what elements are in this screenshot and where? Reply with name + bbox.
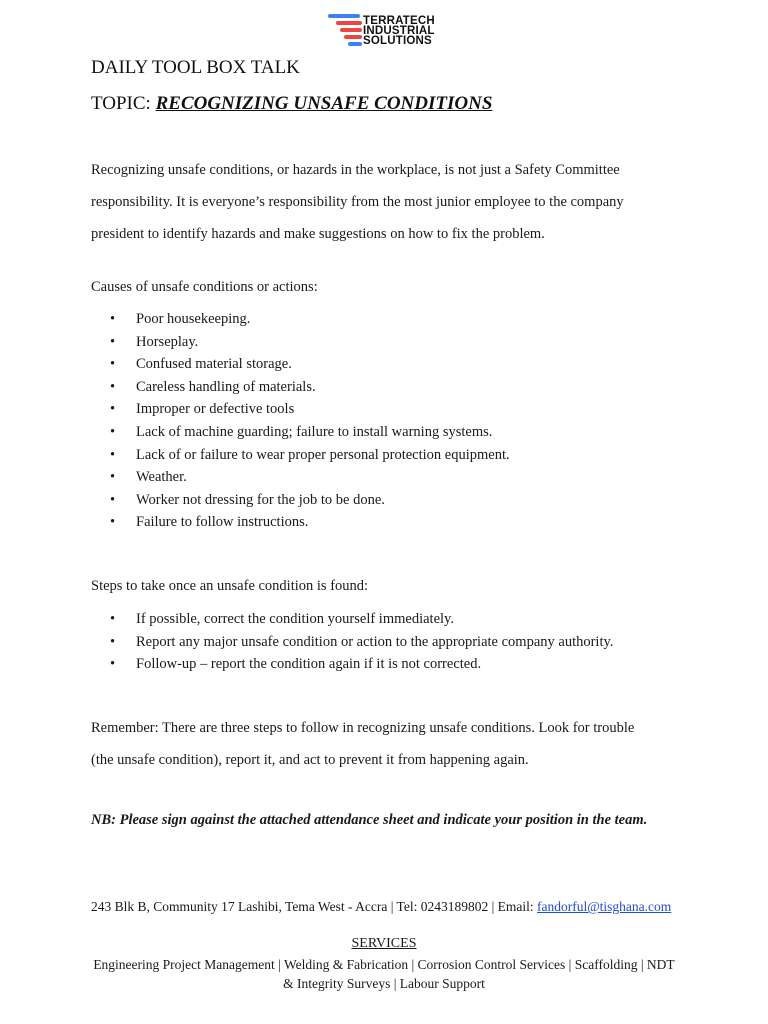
list-item-text: Worker not dressing for the job to be done. bbox=[136, 491, 385, 508]
list-item bbox=[110, 653, 613, 676]
services-title: SERVICES bbox=[351, 936, 417, 951]
paragraph-line: responsibility. It is everyone’s responsibility from the most junior employee to the company bbox=[91, 194, 624, 210]
topic-heading bbox=[91, 93, 492, 115]
steps-heading bbox=[91, 570, 651, 602]
bullet-icon: • bbox=[110, 633, 116, 650]
list-item bbox=[110, 398, 510, 421]
causes-list bbox=[110, 308, 510, 534]
email-link[interactable]: fandorful@tisghana.com bbox=[537, 899, 672, 914]
topic-title: RECOGNIZING UNSAFE CONDITIONS bbox=[155, 93, 493, 114]
paragraph-line: Remember: There are three steps to follow in recognizing unsafe conditions. Look for trouble bbox=[91, 720, 635, 736]
address-text: 243 Blk B, Community 17 Lashibi, Tema West - Accra | Tel: 0243189802 | Email: bbox=[91, 899, 538, 914]
section-heading: Causes of unsafe conditions or actions: bbox=[91, 279, 318, 295]
causes-heading bbox=[91, 271, 651, 303]
list-item-text: Lack of machine guarding; failure to install warning systems. bbox=[136, 423, 493, 440]
paragraph-line: (the unsafe condition), report it, and act to prevent it from happening again. bbox=[91, 752, 529, 768]
steps-list bbox=[110, 608, 613, 676]
list-item bbox=[110, 608, 613, 631]
list-item-text: Careless handling of materials. bbox=[136, 378, 316, 395]
paragraph-line: president to identify hazards and make suggestions on how to fix the problem. bbox=[91, 226, 545, 242]
logo-line: TERRATECH bbox=[363, 15, 435, 27]
document-title: DAILY TOOL BOX TALK bbox=[91, 57, 300, 78]
list-item bbox=[110, 489, 510, 512]
bullet-icon: • bbox=[110, 356, 116, 373]
bullet-icon: • bbox=[110, 378, 116, 395]
logo-stripe bbox=[348, 42, 362, 46]
list-item-text: Horseplay. bbox=[136, 333, 199, 350]
list-item-text: Report any major unsafe condition or action to the appropriate company authority. bbox=[136, 633, 614, 650]
bullet-icon: • bbox=[110, 311, 116, 327]
list-item-text: Poor housekeeping. bbox=[136, 311, 251, 327]
logo-line: SOLUTIONS bbox=[363, 35, 432, 47]
company-logo bbox=[328, 14, 458, 48]
list-item-text: Weather. bbox=[136, 469, 187, 486]
logo-stripe bbox=[336, 21, 362, 25]
logo-line: INDUSTRIAL bbox=[363, 25, 435, 37]
list-item-text: If possible, correct the condition yourself immediately. bbox=[136, 611, 454, 627]
intro-paragraph bbox=[91, 154, 651, 250]
bullet-icon: • bbox=[110, 423, 116, 440]
bullet-icon: • bbox=[110, 469, 116, 486]
footer-address bbox=[91, 899, 671, 915]
list-item bbox=[110, 421, 510, 444]
nb-note: NB: Please sign against the attached attendance sheet and indicate your position in the team. bbox=[91, 812, 648, 828]
bullet-icon: • bbox=[110, 446, 116, 463]
list-item-text: Follow-up – report the condition again if it is not corrected. bbox=[136, 656, 482, 673]
remember-paragraph bbox=[91, 712, 651, 776]
list-item bbox=[110, 376, 510, 399]
logo-stripe bbox=[340, 28, 362, 32]
paragraph-line: Recognizing unsafe conditions, or hazards in the workplace, is not just a Safety Committee bbox=[91, 162, 620, 178]
services-list: Engineering Project Management | Welding & Fabrication | Corrosion Control Services | Scaffolding | NDT & Integrity Surveys | Labour Support bbox=[93, 957, 675, 991]
list-item bbox=[110, 466, 510, 489]
bullet-icon: • bbox=[110, 611, 116, 627]
bullet-icon: • bbox=[110, 333, 116, 350]
list-item bbox=[110, 511, 510, 534]
list-item bbox=[110, 631, 613, 654]
logo-stripes-icon bbox=[328, 14, 362, 48]
list-item-text: Lack of or failure to wear proper personal protection equipment. bbox=[136, 446, 510, 463]
logo-wordmark bbox=[363, 16, 435, 46]
section-heading: Steps to take once an unsafe condition is found: bbox=[91, 578, 369, 594]
topic-label: TOPIC: bbox=[91, 93, 156, 114]
list-item bbox=[110, 331, 510, 354]
list-item bbox=[110, 353, 510, 376]
list-item bbox=[110, 444, 510, 467]
list-item-text: Confused material storage. bbox=[136, 356, 292, 373]
logo-stripe bbox=[328, 14, 360, 18]
bullet-icon: • bbox=[110, 491, 116, 508]
list-item-text: Improper or defective tools bbox=[136, 401, 295, 418]
logo-stripe bbox=[344, 35, 362, 39]
bullet-icon: • bbox=[110, 514, 116, 531]
list-item bbox=[110, 308, 510, 331]
bullet-icon: • bbox=[110, 656, 116, 673]
list-item-text: Failure to follow instructions. bbox=[136, 514, 309, 531]
bullet-icon: • bbox=[110, 401, 116, 418]
